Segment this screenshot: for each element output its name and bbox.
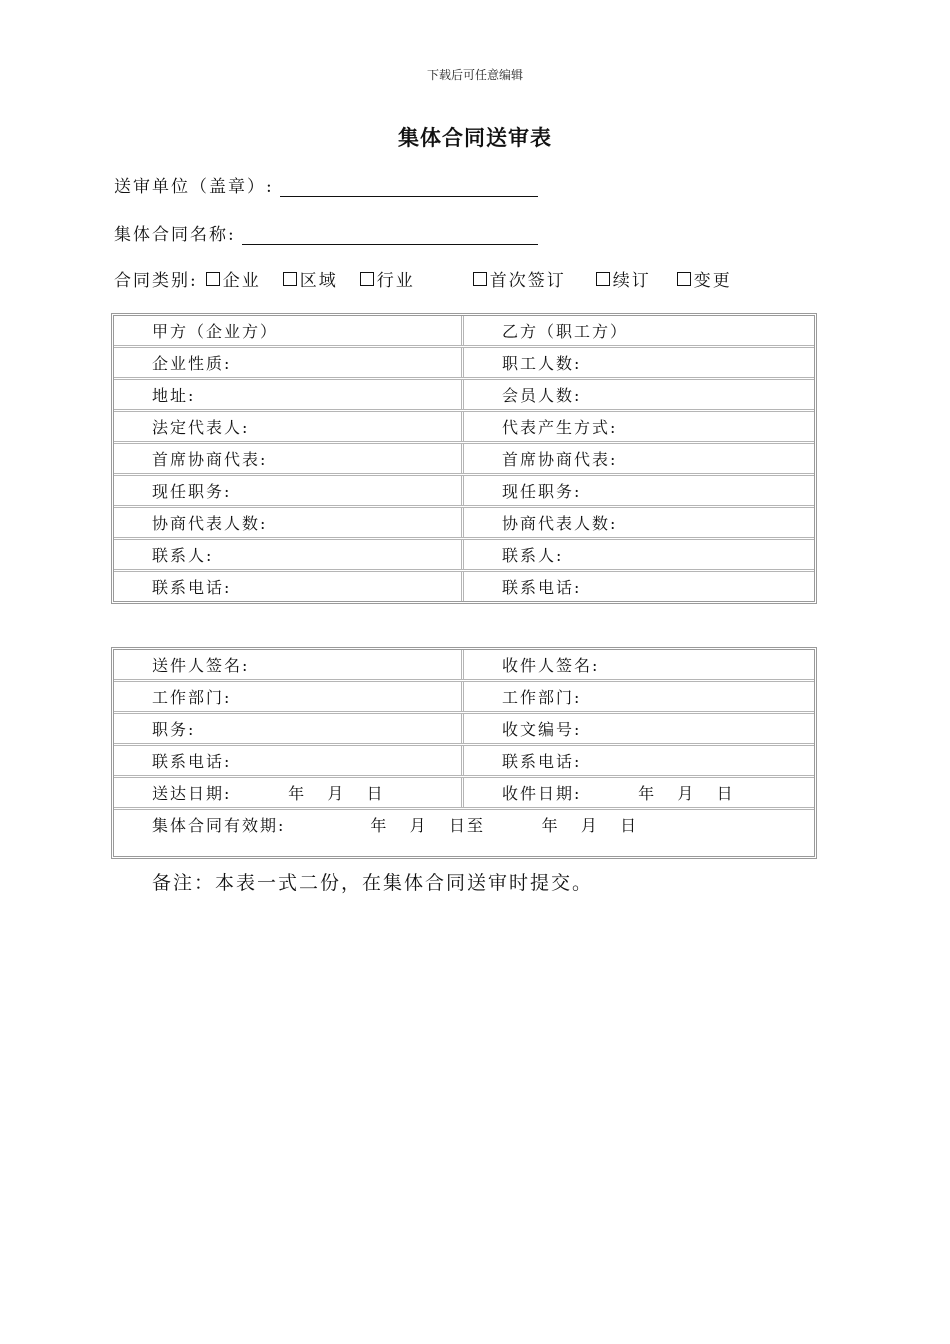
table-row (114, 473, 814, 505)
type-first-option[interactable] (473, 266, 566, 291)
type-enterprise-option[interactable] (206, 266, 261, 291)
checkbox-icon[interactable] (206, 272, 220, 286)
validity-row (114, 807, 814, 856)
table-cell[interactable]: 联系电话: (114, 746, 464, 775)
checkbox-icon[interactable] (596, 272, 610, 286)
table-cell[interactable]: 协商代表人数: (502, 514, 618, 533)
submitting-unit-label: 送审单位（盖章）: (114, 177, 274, 197)
table-row (114, 711, 814, 743)
type-change-option[interactable] (677, 266, 732, 291)
header-note: 下载后可任意编辑 (426, 68, 523, 82)
table-row (114, 409, 814, 441)
contract-name-field (114, 220, 538, 245)
table-row (114, 345, 814, 377)
contract-type-row (114, 266, 774, 291)
submitting-unit-field (114, 172, 538, 197)
table-cell[interactable]: 收件人签名: (502, 656, 600, 675)
checkbox-icon[interactable] (283, 272, 297, 286)
table-cell[interactable]: 联系电话: (114, 572, 464, 601)
form-title: 集体合同送审表 (398, 125, 552, 150)
contract-name-blank[interactable] (242, 224, 538, 245)
type-change-label: 变更 (693, 271, 732, 291)
checkbox-icon[interactable] (473, 272, 487, 286)
table-row (114, 569, 814, 601)
table-cell[interactable]: 代表产生方式: (502, 418, 618, 437)
table-cell[interactable]: 联系人: (502, 546, 564, 565)
table-cell[interactable]: 职工人数: (502, 354, 582, 373)
table-header-row (114, 316, 814, 345)
party-a-header: 甲方（企业方） (114, 316, 464, 345)
table-cell[interactable]: 联系电话: (502, 752, 582, 771)
type-renew-label: 续订 (612, 271, 651, 291)
type-region-label: 区域 (299, 271, 338, 291)
checkbox-icon[interactable] (677, 272, 691, 286)
table-cell[interactable]: 会员人数: (502, 386, 582, 405)
contract-name-label: 集体合同名称: (114, 225, 236, 245)
table-cell[interactable]: 首席协商代表: (502, 450, 618, 469)
table-row (114, 743, 814, 775)
table-row (114, 505, 814, 537)
table-cell[interactable]: 送件人签名: (114, 650, 464, 679)
table-cell[interactable]: 现任职务: (502, 482, 582, 501)
table-cell[interactable]: 工作部门: (502, 688, 582, 707)
table-cell[interactable]: 联系人: (114, 540, 464, 569)
contract-type-label: 合同类别: (114, 271, 198, 291)
type-renew-option[interactable] (596, 266, 651, 291)
table-row (114, 377, 814, 409)
table-row (114, 537, 814, 569)
table-cell[interactable]: 联系电话: (502, 578, 582, 597)
table-row (114, 679, 814, 711)
validity-cell[interactable]: 集体合同有效期: 年 月 日至 年 月 日 (152, 816, 639, 835)
submitting-unit-blank[interactable] (280, 176, 538, 197)
delivery-info-table (111, 647, 817, 859)
table-cell[interactable]: 首席协商代表: (114, 444, 464, 473)
checkbox-icon[interactable] (360, 272, 374, 286)
table-cell[interactable]: 收文编号: (502, 720, 582, 739)
table-cell[interactable]: 现任职务: (114, 476, 464, 505)
table-cell[interactable]: 法定代表人: (114, 412, 464, 441)
table-cell[interactable]: 地址: (114, 380, 464, 409)
table-row (114, 775, 814, 807)
type-first-label: 首次签订 (489, 271, 566, 291)
type-industry-option[interactable] (360, 266, 415, 291)
type-enterprise-label: 企业 (222, 271, 261, 291)
table-cell[interactable]: 协商代表人数: (114, 508, 464, 537)
table-cell[interactable]: 企业性质: (114, 348, 464, 377)
table-cell[interactable]: 送达日期: 年 月 日 (114, 778, 464, 807)
table-cell[interactable]: 工作部门: (114, 682, 464, 711)
type-region-option[interactable] (283, 266, 338, 291)
type-industry-label: 行业 (376, 271, 415, 291)
table-row (114, 650, 814, 679)
party-b-header: 乙方（职工方） (502, 322, 629, 341)
table-row (114, 441, 814, 473)
party-info-table (111, 313, 817, 604)
remark-note: 备注：本表一式二份，在集体合同送审时提交。 (152, 872, 594, 894)
table-cell[interactable]: 职务: (114, 714, 464, 743)
table-cell[interactable]: 收件日期: 年 月 日 (502, 784, 735, 803)
